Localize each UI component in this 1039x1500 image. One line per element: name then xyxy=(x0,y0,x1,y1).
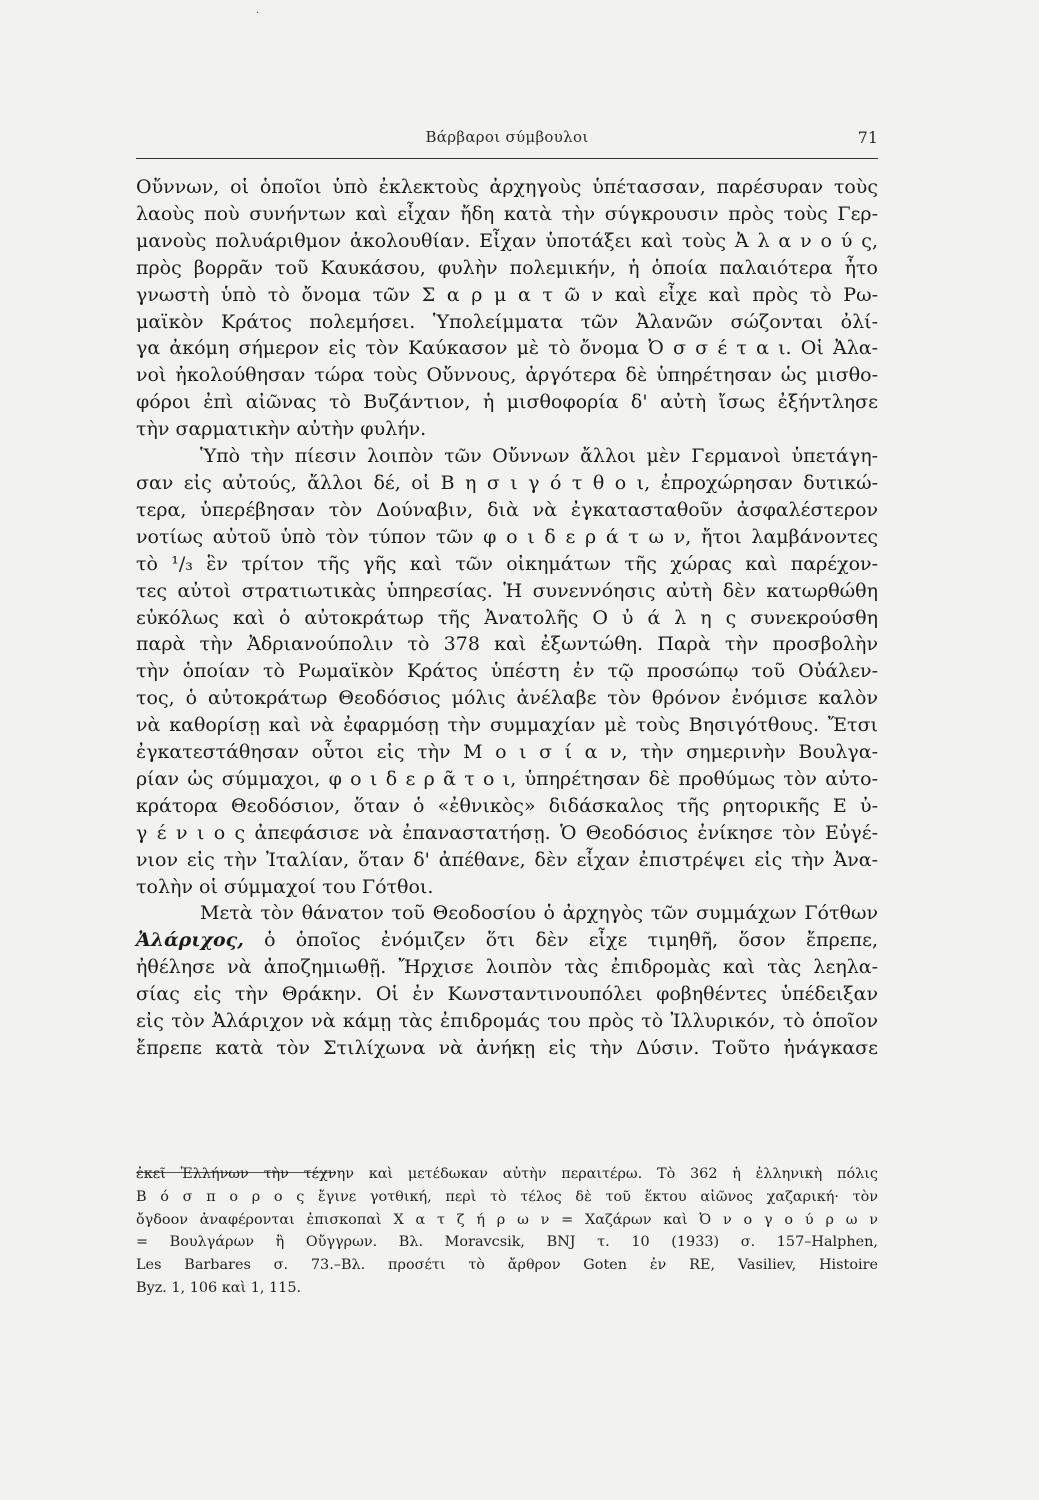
footnote-line: ὄγδοον ἀναφέρονται ἐπισκοπαὶ Χ α τ ζ ή ρ ω ν = Χαζάρων καὶ Ὀ ν ο γ ο ύ ρ ω ν xyxy=(136,1211,878,1228)
text-line: νὰ καθορίσῃ καὶ νὰ ἐφαρμόσῃ τὴν συμμαχίαν μὲ τοὺς Βησιγότθους. Ἔτσι xyxy=(136,714,878,737)
text-line-with-name xyxy=(136,927,878,954)
text-line: ἠθέλησε νὰ ἀποζημιωθῇ. Ἤρχισε λοιπὸν τὰς ἐπιδρομὰς καὶ τὰς λεηλα- xyxy=(136,956,878,979)
text-line: τερα, ὑπερέβησαν τὸν Δούναβιν, διὰ νὰ ἐγκατασταθοῦν ἀσφαλέστερον xyxy=(136,498,878,521)
text-line: τὴν σαρματικὴν αὐτὴν φυλήν. xyxy=(136,418,427,441)
text-line: γ έ ν ι ο ς ἀπεφάσισε νὰ ἐπαναστατήσῃ. Ὁ Θεοδόσιος ἐνίκησε τὸν Εὐγέ- xyxy=(136,821,878,844)
text-line: παρὰ τὴν Ἀδριανούπολιν τὸ 378 καὶ ἐξωντώθη. Παρὰ τὴν προσβολὴν xyxy=(136,633,878,656)
text-line: λαοὺς ποὺ συνήντων καὶ εἶχαν ἤδη κατὰ τὴν σύγκρουσιν πρὸς τοὺς Γερ- xyxy=(136,202,878,225)
text-line: τολὴν οἱ σύμμαχοί του Γότθοι. xyxy=(136,875,434,898)
text-line: μανοὺς πολυάριθμον ἀκολουθίαν. Εἶχαν ὑποτάξει καὶ τοὺς Ἀ λ α ν ο ύ ς, xyxy=(136,229,878,252)
text-line: τὸ ¹/₃ ἓν τρίτον τῆς γῆς καὶ τῶν οἰκημάτων τῆς χώρας καὶ παρέχον- xyxy=(136,552,878,575)
text-line: γνωστὴ ὑπὸ τὸ ὄνομα τῶν Σ α ρ μ α τ ῶ ν καὶ εἶχε καὶ πρὸς τὸ Ρω- xyxy=(136,283,878,306)
text-line: τος, ὁ αὐτοκράτωρ Θεοδόσιος μόλις ἀνέλαβε τὸν θρόνον ἐνόμισε καλὸν xyxy=(136,687,878,710)
footnote-line: = Βουλγάρων ἢ Οὔγγρων. Βλ. Moravcsik, BNJ τ. 10 (1933) σ. 157–Halphen, xyxy=(136,1234,878,1251)
text-line: τες αὐτοὶ στρατιωτικὰς ὑπηρεσίας. Ἡ συνεννόησις αὐτὴ δὲν κατωρθώθη xyxy=(136,579,878,602)
text-line: μαϊκὸν Κράτος πολεμήσει. Ὑπολείμματα τῶν Ἀλανῶν σώζονται ὀλί- xyxy=(136,310,878,333)
text-line: Οὔννων, οἱ ὁποῖοι ὑπὸ ἐκλεκτοὺς ἀρχηγοὺς ὑπέτασσαν, παρέσυραν τοὺς xyxy=(136,176,878,198)
text-line: κράτορα Θεοδόσιον, ὅταν ὁ «ἐθνικὸς» διδάσκαλος τῆς ρητορικῆς Ε ὐ- xyxy=(136,794,878,817)
text-fragment: ὁ ὁποῖος ἐνόμιζεν ὅτι δὲν εἶχε τιμηθῆ, ὅσον ἔπρεπε, xyxy=(264,929,879,952)
text-line: Μετὰ τὸν θάνατον τοῦ Θεοδοσίου ὁ ἀρχηγὸς τῶν συμμάχων Γότθων xyxy=(200,902,878,925)
text-line: νοτίως αὐτοῦ ὑπὸ τὸν τύπον τῶν φ ο ι δ ε ρ ά τ ω ν, ἤτοι λαμβάνοντες xyxy=(136,525,878,548)
text-line: σίας εἰς τὴν Θράκην. Οἱ ἐν Κωνσταντινουπόλει φοβηθέντες ὑπέδειξαν xyxy=(136,983,878,1006)
text-line: τὴν ὁποίαν τὸ Ρωμαϊκὸν Κράτος ὑπέστη ἐν τῷ προσώπῳ τοῦ Οὐάλεν- xyxy=(136,660,878,683)
scan-speck: · xyxy=(256,8,260,19)
body-text xyxy=(136,174,878,1062)
text-line: εὐκόλως καὶ ὁ αὐτοκράτωρ τῆς Ἀνατολῆς Ο ὐ ά λ η ς συνεκρούσθη xyxy=(136,606,878,629)
text-line: ρίαν ὡς σύμμαχοι, φ ο ι δ ε ρ ᾶ τ ο ι, ὑπηρέτησαν δὲ προθύμως τὸν αὐτο- xyxy=(136,767,878,790)
text-line: σαν εἰς αὐτούς, ἄλλοι δέ, οἱ Β η σ ι γ ό τ θ ο ι, ἐπροχώρησαν δυτικώ- xyxy=(136,471,878,494)
text-line: εἰς τὸν Ἀλάριχον νὰ κάμῃ τὰς ἐπιδρομάς του πρὸς τὸ Ἰλλυρικόν, τὸ ὁποῖον xyxy=(136,1010,878,1033)
running-title: Βάρβαροι σύμβουλοι xyxy=(425,128,589,146)
page-number: 71 xyxy=(857,128,878,147)
header-rule xyxy=(136,158,878,159)
footnote-line: Les Barbares σ. 73.–Βλ. προσέτι τὸ ἄρθρον Goten ἐν RE, Vasiliev, Histoire xyxy=(136,1257,878,1274)
footnote-line: Byz. 1, 106 καὶ 1, 115. xyxy=(136,1279,302,1296)
page-header xyxy=(136,128,878,158)
footnote xyxy=(136,1163,878,1300)
text-line: πρὸς βορρᾶν τοῦ Καυκάσου, φυλὴν πολεμικήν, ἡ ὁποία παλαιότερα ἦτο xyxy=(136,256,878,279)
text-line: γα ἀκόμη σήμερον εἰς τὸν Καύκασον μὲ τὸ ὄνομα Ὀ σ σ έ τ α ι. Οἱ Ἀλα- xyxy=(136,337,878,360)
footnote-line: ἐκεῖ Ἑλλήνων τὴν τέχνην καὶ μετέδωκαν αὐτὴν περαιτέρω. Τὸ 362 ἡ ἑλληνικὴ πόλις xyxy=(136,1166,878,1182)
text-line: νιον εἰς τὴν Ἰταλίαν, ὅταν δ' ἀπέθανε, δὲν εἶχαν ἐπιστρέψει εἰς τὴν Ἀνα- xyxy=(136,848,878,871)
alaric-name: Ἀλάριχος, xyxy=(136,929,244,952)
text-line: Ὑπὸ τὴν πίεσιν λοιπὸν τῶν Οὔννων ἄλλοι μὲν Γερμανοὶ ὑπετάγη- xyxy=(200,445,878,468)
text-line: φόροι ἐπὶ αἰῶνας τὸ Βυζάντιον, ἡ μισθοφορία δ' αὐτὴ ἴσως ἐξήντλησε xyxy=(136,391,878,414)
text-line: ἔπρεπε κατὰ τὸν Στιλίχωνα νὰ ἀνήκῃ εἰς τὴν Δύσιν. Τοῦτο ἠνάγκασε xyxy=(136,1037,878,1059)
text-line: νοὶ ἠκολούθησαν τώρα τοὺς Οὔννους, ἀργότερα δὲ ὑπηρέτησαν ὡς μισθο- xyxy=(136,364,878,387)
text-line: ἐγκατεστάθησαν οὗτοι εἰς τὴν Μ ο ι σ ί α ν, τὴν σημερινὴν Βουλγα- xyxy=(136,741,878,764)
footnote-line: Β ό σ π ο ρ ο ς ἔγινε γοτθική, περὶ τὸ τέλος δὲ τοῦ ἕκτου αἰῶνος χαζαρική· τὸν xyxy=(136,1188,878,1205)
